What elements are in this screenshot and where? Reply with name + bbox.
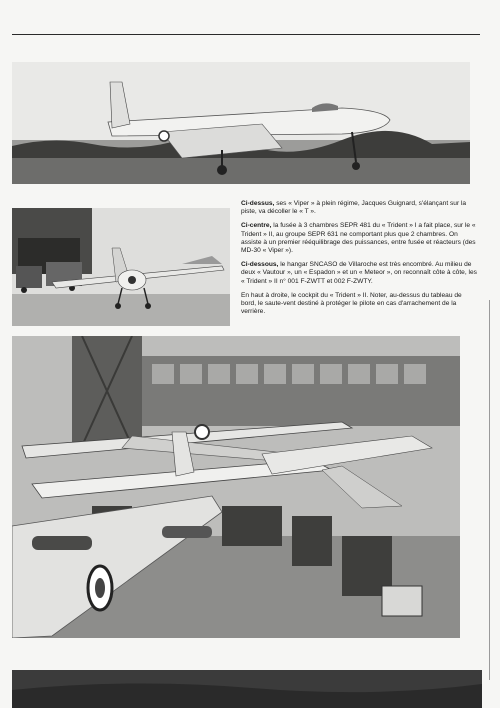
caption-3-lead: Ci-dessous, [241,261,279,269]
header-rule [12,34,480,35]
photo-trident-tarmac [12,208,230,326]
caption-paragraph-2 [241,222,477,255]
caption-2-body: la fusée à 3 chambres SEPR 481 du « Trident » I a fait place, sur le « Trident » II, au groupe SEPR 631 ne comportant plus que 2 chambres. On assiste à un premier rééquilibrage des puissances, entre fusée et réacteurs (des MD-30 « Viper »). [241,222,476,255]
photo-hangar-villaroche [12,336,460,638]
photo-cockpit-partial [12,670,482,708]
caption-paragraph-4 [241,292,477,317]
caption-1-body: ses « Viper » à plein régime, Jacques Guignard, s'élançant sur la piste, va décoller le « T ». [241,200,467,216]
caption-paragraph-1 [241,200,477,216]
caption-2-lead: Ci-centre, [241,222,272,230]
caption-4-body: En haut à droite, le cockpit du « Trident » II. Noter, au-dessus du tableau de bord, le saute-vent destiné à protéger le pilote en cas d'arrachement de la verrière. [241,291,462,316]
caption-paragraph-3 [241,261,477,286]
caption-block [241,200,477,322]
caption-3-body: le hangar SNCASO de Villaroche est très encombré. Au milieu de deux « Vautour », un « Espadon » et un « Meteor », on reconnaît côte à côte, les « Trident » II n° 001 F-ZWTT et 002 F-ZWTY. [241,261,477,285]
page-margin-line [489,300,490,680]
photo-trident-takeoff [12,62,470,184]
caption-1-lead: Ci-dessus, [241,200,275,207]
